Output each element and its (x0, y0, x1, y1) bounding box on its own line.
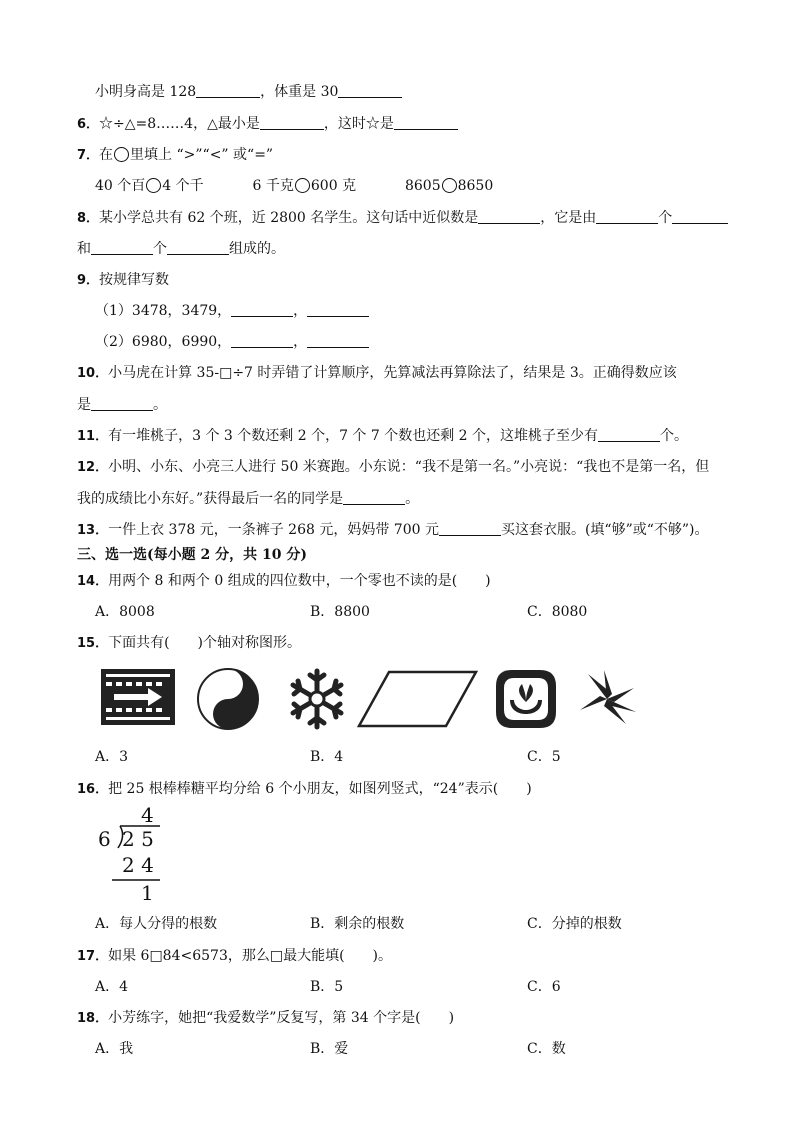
q5-text-b: ，体重是 30 (260, 84, 339, 100)
question-number: 18． (77, 1011, 109, 1026)
q8-line2-a: 和 (77, 241, 91, 257)
q18-text: 小芳练字，她把“我爱数学”反复写，第 34 个字是( ) (108, 1010, 455, 1026)
answer-blank[interactable] (672, 209, 728, 224)
q6-text-a: ☆÷△=8……4，△最小是 (99, 116, 260, 132)
q13-text-b: 买这套衣服。(填“够”或“不够”)。 (500, 522, 709, 538)
answer-blank[interactable] (307, 302, 369, 317)
recycle-hands-icon (492, 666, 560, 732)
answer-blank[interactable] (91, 396, 153, 411)
answer-blank[interactable] (338, 83, 402, 98)
option-a[interactable]: A．我 (95, 1041, 134, 1057)
q17-text: 如果 6□84<6573，那么□最大能填( )。 (108, 948, 393, 964)
q16-text: 把 25 根棒棒糖平均分给 6 个小朋友，如图列竖式，“24”表示( ) (108, 781, 532, 797)
question-15 (77, 633, 301, 654)
question-9-row2 (95, 332, 369, 352)
question-number: 17． (77, 949, 109, 964)
q11-text-a: 有一堆桃子，3 个 3 个数还剩 2 个，7 个 7 个数也还剩 2 个，这堆桃子至少有 (108, 428, 599, 444)
answer-blank[interactable] (478, 209, 540, 224)
option-a[interactable]: A．8008 (95, 604, 155, 620)
compare-item (95, 178, 204, 194)
answer-blank[interactable] (231, 302, 293, 317)
question-7 (77, 145, 273, 166)
question-number: 6． (77, 117, 100, 132)
question-number: 7． (77, 148, 100, 163)
question-number: 8． (77, 211, 100, 226)
q11-text-b: 个。 (660, 428, 689, 444)
question-number: 11． (77, 429, 109, 444)
q8-line2-c: 组成的。 (229, 241, 285, 257)
yin-yang-icon (195, 666, 261, 732)
question-7-items (95, 176, 493, 196)
answer-blank[interactable] (307, 333, 369, 348)
circle-blank[interactable] (295, 178, 310, 193)
option-c[interactable]: C．分掉的根数 (527, 916, 622, 932)
q10-line2-b: 。 (153, 397, 167, 413)
option-b[interactable]: B．5 (310, 979, 344, 995)
option-a[interactable]: A．3 (95, 749, 129, 765)
snowflake-icon (284, 666, 350, 732)
section-title: 三、选一选(每小题 2 分，共 10 分) (77, 547, 307, 563)
option-b[interactable]: B．剩余的根数 (310, 916, 405, 932)
question-number: 12． (77, 460, 109, 475)
question-18 (77, 1008, 454, 1029)
question-number: 9． (77, 273, 100, 288)
circle-blank[interactable] (442, 178, 457, 193)
question-10-line2 (77, 395, 167, 415)
question-number: 13． (77, 523, 109, 538)
answer-blank[interactable] (91, 240, 153, 255)
dividend: 2 5 (122, 827, 154, 851)
answer-blank[interactable] (596, 209, 658, 224)
arrow-sign-icon (100, 666, 176, 728)
question-number: 10． (77, 366, 109, 381)
q13-text-a: 一件上衣 378 元，一条裤子 268 元，妈妈带 700 元 (108, 522, 439, 538)
comma: ， (293, 334, 308, 350)
answer-blank[interactable] (439, 521, 501, 536)
question-number: 15． (77, 636, 109, 651)
q6-text-b: ，这时☆是 (323, 116, 394, 132)
q10-line2-a: 是 (77, 397, 91, 413)
question-6 (77, 114, 458, 135)
option-a[interactable]: A．每人分得的根数 (95, 916, 218, 932)
q14-text: 用两个 8 和两个 0 组成的四位数中，一个零也不读的是( ) (108, 573, 491, 589)
product: 2 4 (122, 853, 154, 877)
question-number: 16． (77, 782, 109, 797)
divisor: 6 (98, 827, 111, 851)
answer-blank[interactable] (196, 83, 260, 98)
option-a[interactable]: A．4 (95, 979, 129, 995)
answer-blank[interactable] (167, 240, 229, 255)
circle-blank[interactable] (146, 178, 161, 193)
q12-text: 小明、小东、小亮三人进行 50 米赛跑。小东说：“我不是第一名。”小亮说：“我也不是第一名，但 (108, 459, 710, 475)
answer-blank[interactable] (343, 490, 405, 505)
option-c[interactable]: C．5 (527, 749, 561, 765)
q8-line2-b: 个 (153, 241, 167, 257)
answer-blank[interactable] (260, 115, 324, 130)
compare-left: 40 个百 (95, 178, 146, 194)
parallelogram-icon (357, 666, 479, 732)
compare-item (405, 178, 493, 194)
figure-row (100, 666, 640, 736)
option-b[interactable]: B．4 (310, 749, 344, 765)
question-9 (77, 270, 169, 291)
question-17 (77, 946, 392, 967)
question-16 (77, 779, 532, 800)
compare-right: 8650 (457, 178, 494, 194)
quotient: 4 (141, 803, 154, 827)
pinwheel-icon (574, 666, 640, 732)
q8-text-a: 某小学总共有 62 个班，近 2800 名学生。这句话中近似数是 (99, 210, 479, 226)
option-b[interactable]: B．8800 (310, 604, 370, 620)
question-12 (77, 457, 709, 478)
question-10 (77, 363, 677, 384)
question-14 (77, 571, 491, 592)
option-c[interactable]: C．6 (527, 979, 561, 995)
remainder: 1 (141, 881, 154, 905)
compare-left: 6 千克 (252, 178, 294, 194)
compare-right: 600 克 (310, 178, 357, 194)
sequence-text: （1）3478，3479， (95, 303, 232, 319)
q5-text-a: 小明身高是 128 (95, 84, 197, 100)
question-number: 14． (77, 574, 109, 589)
compare-item (253, 178, 357, 194)
q8-text-b: ，它是由 (540, 210, 597, 226)
q12-line2-b: 。 (405, 491, 420, 507)
option-c[interactable]: C．数 (527, 1041, 566, 1057)
answer-blank[interactable] (598, 427, 660, 442)
q9-text: 按规律写数 (99, 272, 170, 288)
question-8 (77, 208, 728, 229)
compare-left: 8605 (404, 178, 441, 194)
q12-line2-a: 我的成绩比小东好。”获得最后一名的同学是 (77, 491, 344, 507)
question-9-row1 (95, 301, 369, 321)
question-13 (77, 520, 709, 541)
q15-text: 下面共有( )个轴对称图形。 (108, 635, 302, 651)
compare-right: 4 个千 (162, 178, 204, 194)
question-12-line2 (77, 489, 419, 509)
q7-text-b: 里填上 “>”“<” 或“=” (130, 147, 274, 163)
long-division-figure (98, 804, 168, 904)
circle-blank[interactable] (114, 147, 129, 162)
answer-blank[interactable] (394, 115, 458, 130)
question-8-line2 (77, 239, 285, 259)
q7-text-a: 在 (99, 147, 114, 163)
question-5-line (95, 82, 402, 102)
comma: ， (293, 303, 308, 319)
option-c[interactable]: C．8080 (527, 604, 588, 620)
option-b[interactable]: B．爱 (310, 1041, 349, 1057)
answer-blank[interactable] (231, 333, 293, 348)
question-11 (77, 426, 688, 447)
q10-text: 小马虎在计算 35-□÷7 时弄错了计算顺序，先算减法再算除法了，结果是 3。正确得数应该 (108, 365, 677, 381)
sequence-text: （2）6980，6990， (95, 334, 232, 350)
q8-text-c: 个 (658, 210, 673, 226)
